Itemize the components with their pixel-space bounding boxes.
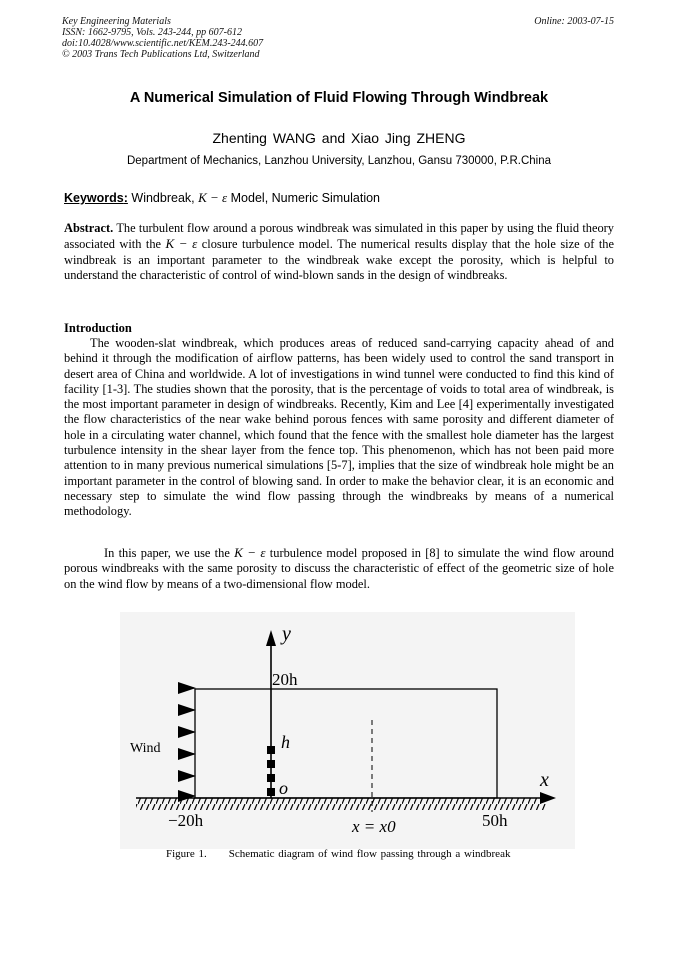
- doi-line: doi:10.4028/www.scientific.net/KEM.243-244.607: [62, 38, 264, 49]
- wind-arrows: [178, 682, 196, 802]
- figure-1: [120, 612, 575, 849]
- abstract-after: closure turbulence model. The numerical results display that the hole size of the windbreak is an important parameter to the windbreak wake except the porosity, which is helpful to understand the characteristic of control of wind-blown sands in the design of windbreaks.: [64, 237, 614, 282]
- top-label: 20h: [272, 670, 298, 689]
- issn-line: ISSN: 1662-9795, Vols. 243-244, pp 607-612: [62, 27, 242, 38]
- ground-hatch: [136, 798, 546, 810]
- wind-arrowhead-3: [178, 726, 196, 738]
- wind-arrowhead-5: [178, 770, 196, 782]
- wind-arrowhead-4: [178, 748, 196, 760]
- paper-authors: Zhenting WANG and Xiao Jing ZHENG: [212, 130, 466, 146]
- y-axis-arrowhead: [266, 630, 276, 646]
- journal-name: Key Engineering Materials: [62, 16, 171, 27]
- windbreak-slat-3: [267, 774, 275, 782]
- wind-arrowhead-2: [178, 704, 196, 716]
- keywords-label: Keywords: [64, 191, 124, 205]
- online-date: Online: 2003-07-15: [534, 16, 614, 27]
- keywords-colon: :: [123, 191, 128, 205]
- x-axis-label: x: [540, 769, 549, 791]
- figure-caption: [166, 848, 510, 860]
- right-bound-label: 50h: [482, 811, 508, 830]
- windbreak-slat-2: [267, 760, 275, 768]
- paper-affiliation: Department of Mechanics, Lanzhou University, Lanzhou, Gansu 730000, P.R.China: [126, 155, 552, 167]
- para2-after: turbulence model proposed in [8] to simulate the wind flow around porous windbreaks with the same porosity to discuss the characteristic of effect of the geometric size of hole on the wind flow by means of a two-dimensional flow model.: [64, 546, 614, 591]
- wind-arrowhead-1: [178, 682, 196, 694]
- x-axis-arrowhead: [540, 792, 556, 804]
- para2-math: K − ε: [234, 545, 266, 560]
- copyright-line: © 2003 Trans Tech Publications Ltd, Switzerland: [62, 49, 260, 60]
- caption-number: Figure 1.: [166, 848, 207, 860]
- left-bound-label: −20h: [168, 811, 204, 830]
- y-axis-label: y: [282, 623, 291, 645]
- windbreak-slat-4: [267, 788, 275, 796]
- abstract-before: The turbulent flow around a porous windbreak was simulated in this paper by using the fluid theory associated with the: [64, 221, 614, 252]
- paper-title: A Numerical Simulation of Fluid Flowing Through Windbreak: [129, 90, 549, 106]
- introduction-paragraph-2: [64, 545, 614, 592]
- abstract-paragraph: [64, 221, 614, 283]
- para2-before: In this paper, we use the: [104, 546, 235, 560]
- keywords-line: [64, 190, 624, 206]
- origin-label: o: [279, 778, 288, 798]
- abstract-math: K − ε: [165, 236, 198, 252]
- windbreak-schematic: [120, 612, 575, 849]
- height-label: h: [281, 732, 290, 752]
- domain-box: [195, 689, 497, 798]
- windbreak-slat-1: [267, 746, 275, 754]
- keywords-math: K − ε: [198, 190, 228, 205]
- journal-header: [62, 16, 422, 60]
- caption-text: Schematic diagram of wind flow passing through a windbreak: [228, 848, 511, 860]
- introduction-paragraph-1: The wooden-slat windbreak, which produces areas of reduced sand-carrying capacity ahead of and behind it through the modification of airflow patterns, has been widely used to control the sand transport in desert area of China and worldwide. A lot of investigations in wind tunnel were conducted to find this kind of facility [1-3]. The studies shown that the porosity, that is the percentage of voids to total area of windbreak, is the most important parameter in design of windbreaks. Recently, Kim and Lee [4] experimentally investigated the flow characteristics of the near wake behind porous fences with same porosity and different diameter of hole in a circulating water channel, which found that the fence with the smallest hole diameter has the largest turbulence intensity in the shear layer from the fence top. This phenomenon, which has not been paid more attention to in many previous numerical simulations [5-7], implies that the size of windbreak hole might be an important parameter in the control of blowing sand. In order to make the behavior clear, it is an economic and necessary step to simulate the wind flow passing through the windbreaks by means of a numerical methodology.: [64, 336, 614, 519]
- keywords-before: Windbreak,: [127, 191, 199, 205]
- introduction-heading: Introduction: [64, 321, 132, 335]
- x0-label: x = x0: [352, 817, 396, 836]
- keywords-after: Model, Numeric Simulation: [227, 191, 381, 205]
- wind-label: Wind: [130, 741, 161, 756]
- abstract-label: Abstract.: [64, 221, 114, 235]
